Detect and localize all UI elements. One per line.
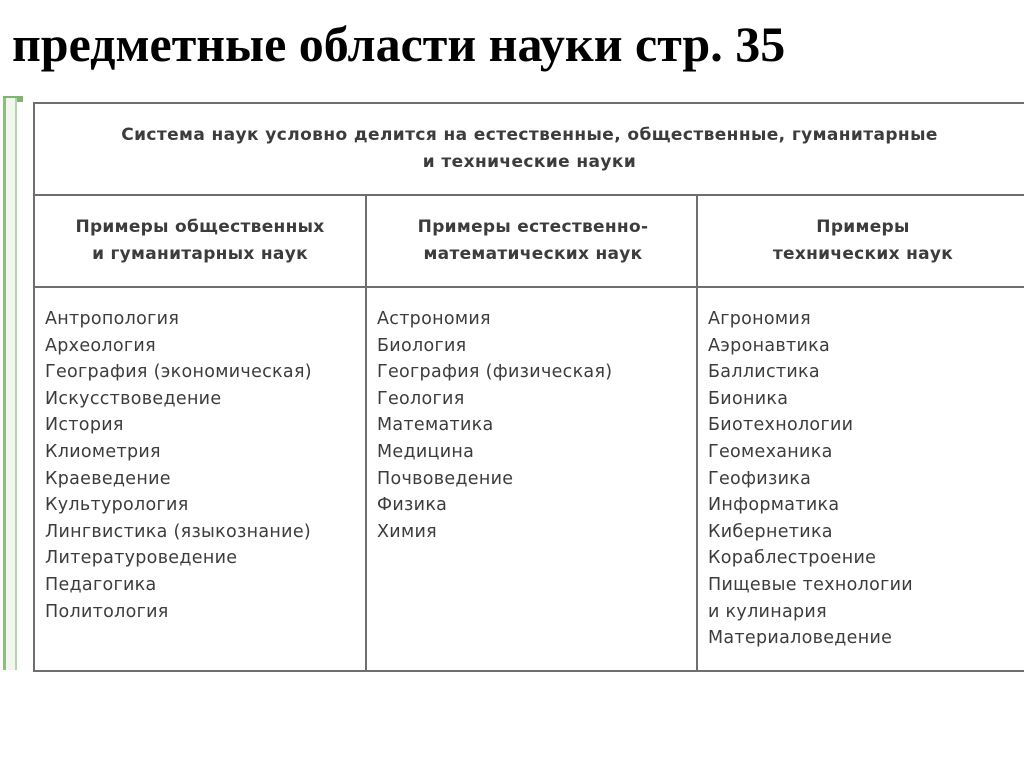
list-item: География (физическая) <box>377 362 613 383</box>
header-social-humanities <box>35 196 365 286</box>
list-item: Кораблестроение <box>708 548 877 569</box>
list-item: Агрономия <box>708 309 811 329</box>
list-item: Искусствоведение <box>45 388 222 409</box>
column-divider-2 <box>696 196 698 672</box>
list-item: Культурология <box>45 495 189 516</box>
table-intro-line-1: Система наук условно делится на естественные, общественные, гуманитарные <box>121 125 938 145</box>
social-humanities-list <box>45 306 312 625</box>
list-item: Педагогика <box>45 574 157 595</box>
header-technical-line-1: Примеры <box>816 217 910 237</box>
list-item: Аэронавтика <box>708 335 831 356</box>
list-item: Геофизика <box>708 468 812 489</box>
header-social-humanities-line-2: и гуманитарных наук <box>92 244 308 264</box>
list-item: Медицина <box>377 441 475 462</box>
list-item: Астрономия <box>377 309 491 329</box>
list-item: Математика <box>377 415 494 436</box>
sciences-table <box>33 102 1024 672</box>
list-item: Археология <box>45 335 156 356</box>
header-social-humanities-line-1: Примеры общественных <box>75 217 325 237</box>
list-item: Биология <box>377 335 467 356</box>
list-item: Клиометрия <box>45 441 161 462</box>
list-item: Краеведение <box>45 468 171 489</box>
list-item: Материаловедение <box>708 628 893 649</box>
header-natural-math-line-1: Примеры естественно- <box>417 217 649 237</box>
list-item: и кулинария <box>708 601 827 622</box>
technical-list <box>708 306 913 652</box>
list-item: Биотехнологии <box>708 415 854 436</box>
green-accent-bar <box>3 98 17 670</box>
list-item: Бионика <box>708 388 789 409</box>
list-item: Информатика <box>708 495 840 516</box>
list-item: Лингвистика (языкознание) <box>45 521 312 542</box>
list-item: Химия <box>377 521 437 542</box>
list-item: Баллистика <box>708 362 820 383</box>
table-intro-line-2: и технические науки <box>422 152 637 172</box>
list-item: Геология <box>377 388 465 409</box>
list-item: Антропология <box>45 309 180 329</box>
natural-math-list <box>377 306 612 545</box>
list-item: Физика <box>377 495 448 516</box>
header-natural-math <box>368 196 698 286</box>
header-technical <box>700 196 1024 286</box>
table-header-row <box>35 196 1024 288</box>
list-item: Пищевые технологии <box>708 574 913 595</box>
list-item: Почвоведение <box>377 468 514 489</box>
list-item: География (экономическая) <box>45 362 312 383</box>
header-natural-math-line-2: математических наук <box>423 244 643 264</box>
list-item: Геомеханика <box>708 441 833 462</box>
table-intro <box>35 104 1024 196</box>
list-item: Литературоведение <box>45 548 238 569</box>
header-technical-line-2: технических наук <box>772 244 954 264</box>
list-item: Политология <box>45 601 169 622</box>
list-item: История <box>45 415 124 436</box>
column-divider-1 <box>365 196 367 672</box>
slide-title: предметные области науки стр. 35 <box>12 16 786 72</box>
list-item: Кибернетика <box>708 521 833 542</box>
